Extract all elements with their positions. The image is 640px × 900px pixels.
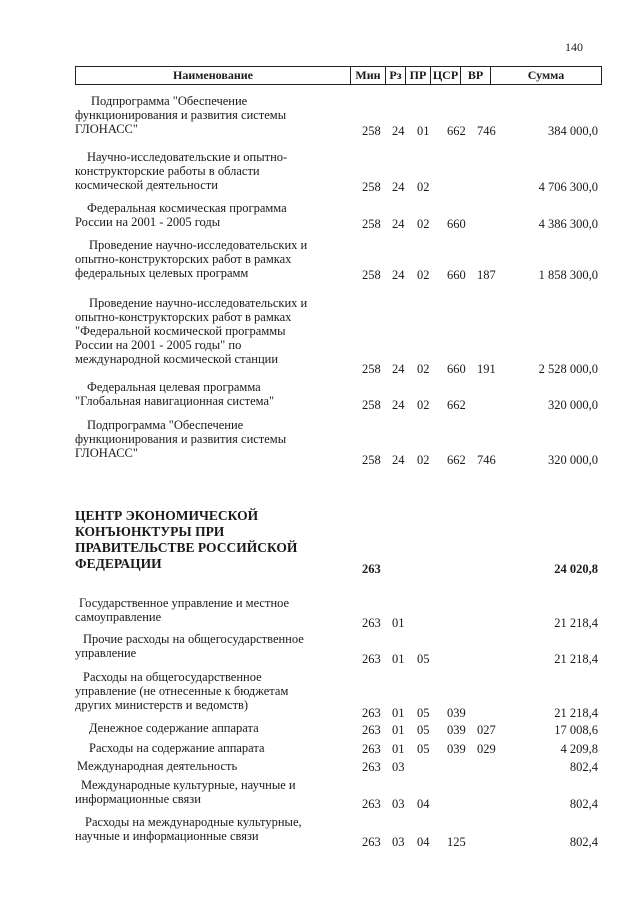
header-min: Мин (351, 67, 386, 84)
row-name-line: опытно-конструкторских работ в рамках (75, 252, 292, 266)
header-pr: ПР (406, 67, 431, 84)
code-csr: 662 (447, 124, 466, 138)
amount: 4 209,8 (560, 742, 598, 756)
code-pr: 02 (417, 398, 430, 412)
code-min: 263 (362, 760, 381, 774)
row-name (75, 721, 350, 735)
row-name-line: Международная деятельность (77, 759, 238, 773)
code-min: 258 (362, 180, 381, 194)
amount: 21 218,4 (554, 616, 598, 630)
row-name-line: самоуправление (75, 610, 162, 624)
code-min: 258 (362, 398, 381, 412)
code-rz: 03 (392, 760, 405, 774)
row-name-line: Расходы на общегосударственное (83, 670, 262, 684)
code-csr: 660 (447, 268, 466, 282)
code-pr: 02 (417, 180, 430, 194)
code-csr: 039 (447, 706, 466, 720)
code-pr: 05 (417, 706, 430, 720)
row-name-line: Международные культурные, научные и (81, 778, 296, 792)
row-name-line: России на 2001 - 2005 годы (75, 215, 221, 229)
code-csr: 039 (447, 742, 466, 756)
row-name-line: ПРАВИТЕЛЬСТВЕ РОССИЙСКОЙ (75, 540, 298, 555)
code-pr: 02 (417, 453, 430, 467)
code-vr: 027 (477, 723, 496, 737)
amount: 320 000,0 (548, 453, 598, 467)
amount: 24 020,8 (554, 562, 598, 576)
row-name-line: ЦЕНТР ЭКОНОМИЧЕСКОЙ (75, 508, 259, 523)
code-rz: 24 (392, 180, 405, 194)
code-pr: 05 (417, 723, 430, 737)
code-min: 258 (362, 362, 381, 376)
row-name-line: "Глобальная навигационная система" (75, 394, 275, 408)
row-name-line: "Федеральной космической программы (75, 324, 286, 338)
row-name-line: других министерств и ведомств) (75, 698, 249, 712)
header-sum: Сумма (527, 68, 565, 82)
code-min: 263 (362, 616, 381, 630)
row-name (75, 296, 350, 366)
row-name-line: космической деятельности (75, 178, 218, 192)
code-pr: 04 (417, 797, 430, 811)
row-name-line: опытно-конструкторских работ в рамках (75, 310, 292, 324)
row-name (75, 94, 350, 136)
header-vr: ВР (461, 67, 491, 84)
code-rz: 24 (392, 362, 405, 376)
code-min: 258 (362, 124, 381, 138)
row-name (75, 815, 350, 843)
code-min: 258 (362, 453, 381, 467)
code-rz: 01 (392, 652, 405, 666)
row-name-line: Государственное управление и местное (79, 596, 290, 610)
amount: 21 218,4 (554, 652, 598, 666)
row-name-line: международной космической станции (75, 352, 279, 366)
amount: 21 218,4 (554, 706, 598, 720)
row-name-line: Подпрограмма "Обеспечение (91, 94, 248, 108)
code-csr: 660 (447, 217, 466, 231)
code-min: 263 (362, 706, 381, 720)
row-name-line: Подпрограмма "Обеспечение (87, 418, 244, 432)
code-pr: 01 (417, 124, 430, 138)
row-name-line: информационные связи (75, 792, 201, 806)
row-name-line: ГЛОНАСС" (75, 446, 139, 460)
code-pr: 02 (417, 362, 430, 376)
code-rz: 24 (392, 124, 405, 138)
row-name (75, 670, 350, 712)
amount: 1 858 300,0 (538, 268, 598, 282)
amount: 4 386 300,0 (538, 217, 598, 231)
code-min: 263 (362, 797, 381, 811)
code-min: 263 (362, 723, 381, 737)
header-rz: Рз (386, 67, 406, 84)
row-name (75, 238, 350, 280)
row-name-line: научные и информационные связи (75, 829, 259, 843)
code-min: 263 (362, 742, 381, 756)
row-name-line: управление (75, 646, 137, 660)
row-name-line: КОНЪЮНКТУРЫ ПРИ (75, 524, 225, 539)
row-name (75, 632, 350, 660)
code-rz: 24 (392, 453, 405, 467)
row-name-line: Проведение научно-исследовательских и (89, 238, 308, 252)
code-rz: 24 (392, 398, 405, 412)
code-min: 258 (362, 268, 381, 282)
code-csr: 660 (447, 362, 466, 376)
row-name-line: Расходы на международные культурные, (85, 815, 302, 829)
code-vr: 746 (477, 453, 496, 467)
code-rz: 24 (392, 268, 405, 282)
row-name (75, 741, 350, 755)
code-min: 263 (362, 835, 381, 849)
code-csr: 662 (447, 398, 466, 412)
code-vr: 746 (477, 124, 496, 138)
code-pr: 02 (417, 217, 430, 231)
code-pr: 05 (417, 742, 430, 756)
row-name-line: Денежное содержание аппарата (89, 721, 259, 735)
amount: 802,4 (569, 797, 598, 811)
code-rz: 01 (392, 706, 405, 720)
code-min: 258 (362, 217, 381, 231)
row-name (75, 150, 350, 192)
page-number: 140 (565, 40, 583, 54)
amount: 802,4 (569, 760, 598, 774)
code-min: 263 (362, 562, 381, 576)
row-name-line: России на 2001 - 2005 годы" по (75, 338, 242, 352)
row-name-line: Научно-исследовательские и опытно- (87, 150, 288, 164)
code-pr: 04 (417, 835, 430, 849)
row-name-line: федеральных целевых программ (75, 266, 249, 280)
row-name-line: Расходы на содержание аппарата (89, 741, 265, 755)
row-name (75, 380, 350, 408)
amount: 17 008,6 (554, 723, 598, 737)
row-name (75, 778, 350, 806)
code-csr: 125 (447, 835, 466, 849)
row-name-line: Федеральная целевая программа (87, 380, 261, 394)
code-rz: 24 (392, 217, 405, 231)
code-min: 263 (362, 652, 381, 666)
code-rz: 01 (392, 742, 405, 756)
header-csr: ЦСР (431, 67, 461, 84)
code-csr: 039 (447, 723, 466, 737)
code-vr: 029 (477, 742, 496, 756)
code-vr: 187 (477, 268, 496, 282)
row-name-line: Проведение научно-исследовательских и (89, 296, 308, 310)
table-header (75, 66, 602, 85)
row-name-line: ГЛОНАСС" (75, 122, 139, 136)
header-name: Наименование (76, 67, 351, 84)
row-name-line: конструкторские работы в области (75, 164, 260, 178)
row-name (75, 759, 350, 773)
row-name-line: Федеральная космическая программа (87, 201, 287, 215)
row-name-line: функционирования и развития системы (75, 432, 287, 446)
code-rz: 03 (392, 797, 405, 811)
row-name-line: ФЕДЕРАЦИИ (75, 556, 162, 571)
code-rz: 01 (392, 723, 405, 737)
row-name (75, 596, 350, 624)
row-name-line: функционирования и развития системы (75, 108, 287, 122)
code-vr: 191 (477, 362, 496, 376)
row-name (75, 418, 350, 460)
row-name-line: Прочие расходы на общегосударственное (83, 632, 304, 646)
code-pr: 02 (417, 268, 430, 282)
amount: 2 528 000,0 (538, 362, 598, 376)
code-rz: 03 (392, 835, 405, 849)
code-rz: 01 (392, 616, 405, 630)
amount: 802,4 (569, 835, 598, 849)
row-name-line: управление (не отнесенные к бюджетам (75, 684, 289, 698)
amount: 320 000,0 (548, 398, 598, 412)
row-name (75, 201, 350, 229)
row-name (75, 508, 350, 572)
code-csr: 662 (447, 453, 466, 467)
amount: 384 000,0 (548, 124, 598, 138)
code-pr: 05 (417, 652, 430, 666)
amount: 4 706 300,0 (538, 180, 598, 194)
